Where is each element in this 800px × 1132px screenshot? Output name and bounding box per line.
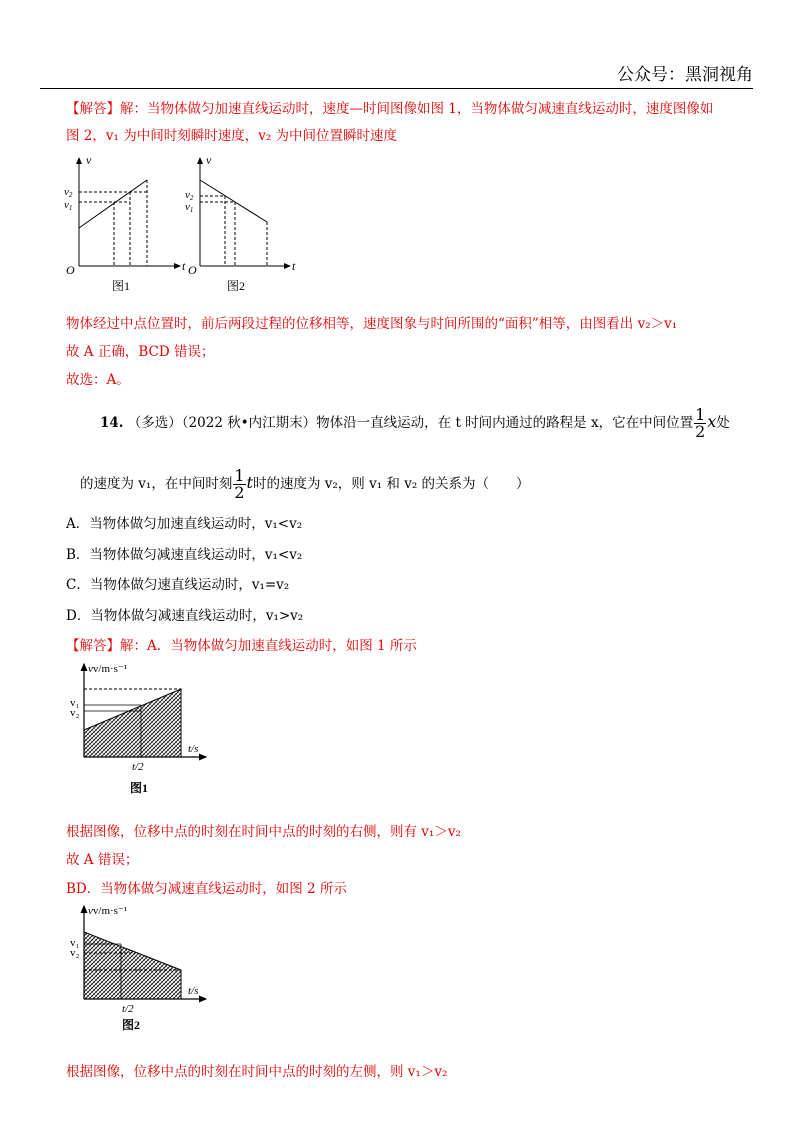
svg-text:v₂: v₂	[70, 947, 80, 959]
sol13-line5: 故选：A。	[66, 372, 130, 388]
svg-text:t: t	[292, 259, 296, 273]
sol13-line3: 物体经过中点位置时，前后两段过程的位移相等，速度图象与时间所围的“面积”相等，由图看出 v₂＞v₁	[66, 316, 678, 332]
svg-text:t/s: t/s	[188, 985, 199, 997]
sol14-line1: 【解答】解：A．当物体做匀加速直线运动时，如图 1 所示	[66, 638, 417, 654]
svg-text:vv/m·s⁻¹: vv/m·s⁻¹	[88, 663, 128, 675]
svg-text:t/s: t/s	[188, 743, 199, 755]
q14-option-b: B．当物体做匀减速直线运动时，v₁<v₂	[66, 547, 303, 563]
q14-option-d: D．当物体做匀减速直线运动时，v₁>v₂	[66, 608, 304, 624]
fig14-1	[66, 656, 256, 801]
q14-stem-line2: 的速度为 v₁，在中间时刻 $\frac{1}{2}$ t时的速度为 v₂，则 v₁ 和 v₂ 的关系为（ ）	[80, 466, 530, 502]
fig2-velocity-line	[200, 180, 267, 222]
q14-stem-line1: 14. （多选）（2022 秋•内江期末）物体沿一直线运动，在 t 时间内通过的路程是 x，它在中间位置 $\frac{1}{2}$ x处	[100, 405, 730, 441]
sol14-line5: 根据图像，位移中点的时刻在时间中点的时刻的左侧，则 v₁＞v₂	[66, 1064, 448, 1080]
fig1-t-label: t	[182, 259, 186, 273]
svg-text:v₁: v₁	[70, 697, 80, 709]
sol14-line4: BD．当物体做匀减速直线运动时，如图 2 所示	[66, 881, 347, 897]
fig14-2-area	[84, 932, 181, 999]
svg-text:t/2: t/2	[122, 1003, 134, 1015]
fig14-1-yunit: v/m·s⁻¹	[92, 663, 128, 675]
sol14-line3: 故 A 错误；	[66, 852, 139, 868]
sol13-line2: 图 2，v₁ 为中间时刻瞬时速度，v₂ 为中间位置瞬时速度	[66, 128, 398, 144]
q14-option-c: C．当物体做匀速直线运动时，v₁=v₂	[66, 577, 290, 593]
svg-text:v1: v1	[64, 199, 73, 212]
fig2-caption: 图2	[227, 279, 246, 293]
svg-text:v: v	[206, 153, 212, 167]
fig14-1-area	[84, 689, 181, 757]
fraction-half: $\frac{1}{2}$	[695, 405, 706, 441]
q14-number: 14.	[100, 415, 124, 431]
svg-text:v₂: v₂	[70, 707, 80, 719]
header-rule	[40, 88, 753, 89]
svg-text:v₁: v₁	[70, 937, 80, 949]
fig1-caption: 图1	[112, 279, 131, 293]
fig1-velocity-line	[79, 180, 147, 228]
fig14-2	[66, 898, 256, 1038]
sol13-line4: 故 A 正确，BCD 错误；	[66, 344, 215, 360]
svg-text:t/2: t/2	[132, 761, 144, 773]
sol13-line1: 【解答】解：当物体做匀加速直线运动时，速度—时间图像如图 1，当物体做匀减速直线运动时，速度图像如	[66, 101, 714, 117]
svg-text:图2: 图2	[122, 1018, 141, 1032]
vt-figures-13	[62, 150, 312, 295]
svg-text:v2: v2	[185, 189, 194, 202]
svg-text:O: O	[188, 263, 197, 277]
svg-text:图1: 图1	[130, 781, 149, 795]
account-header: 公众号：黑洞视角	[617, 65, 753, 85]
q14-option-a: A．当物体做匀加速直线运动时，v₁<v₂	[66, 516, 303, 532]
svg-text:v2: v2	[64, 186, 73, 199]
svg-text:v1: v1	[185, 201, 194, 214]
svg-text:vv/m·s⁻¹: vv/m·s⁻¹	[88, 905, 128, 917]
fig1-v-label: v	[86, 153, 92, 167]
sol14-line2: 根据图像，位移中点的时刻在时间中点的时刻的右侧，则有 v₁＞v₂	[66, 824, 461, 840]
fig1-o-label: O	[66, 263, 75, 277]
